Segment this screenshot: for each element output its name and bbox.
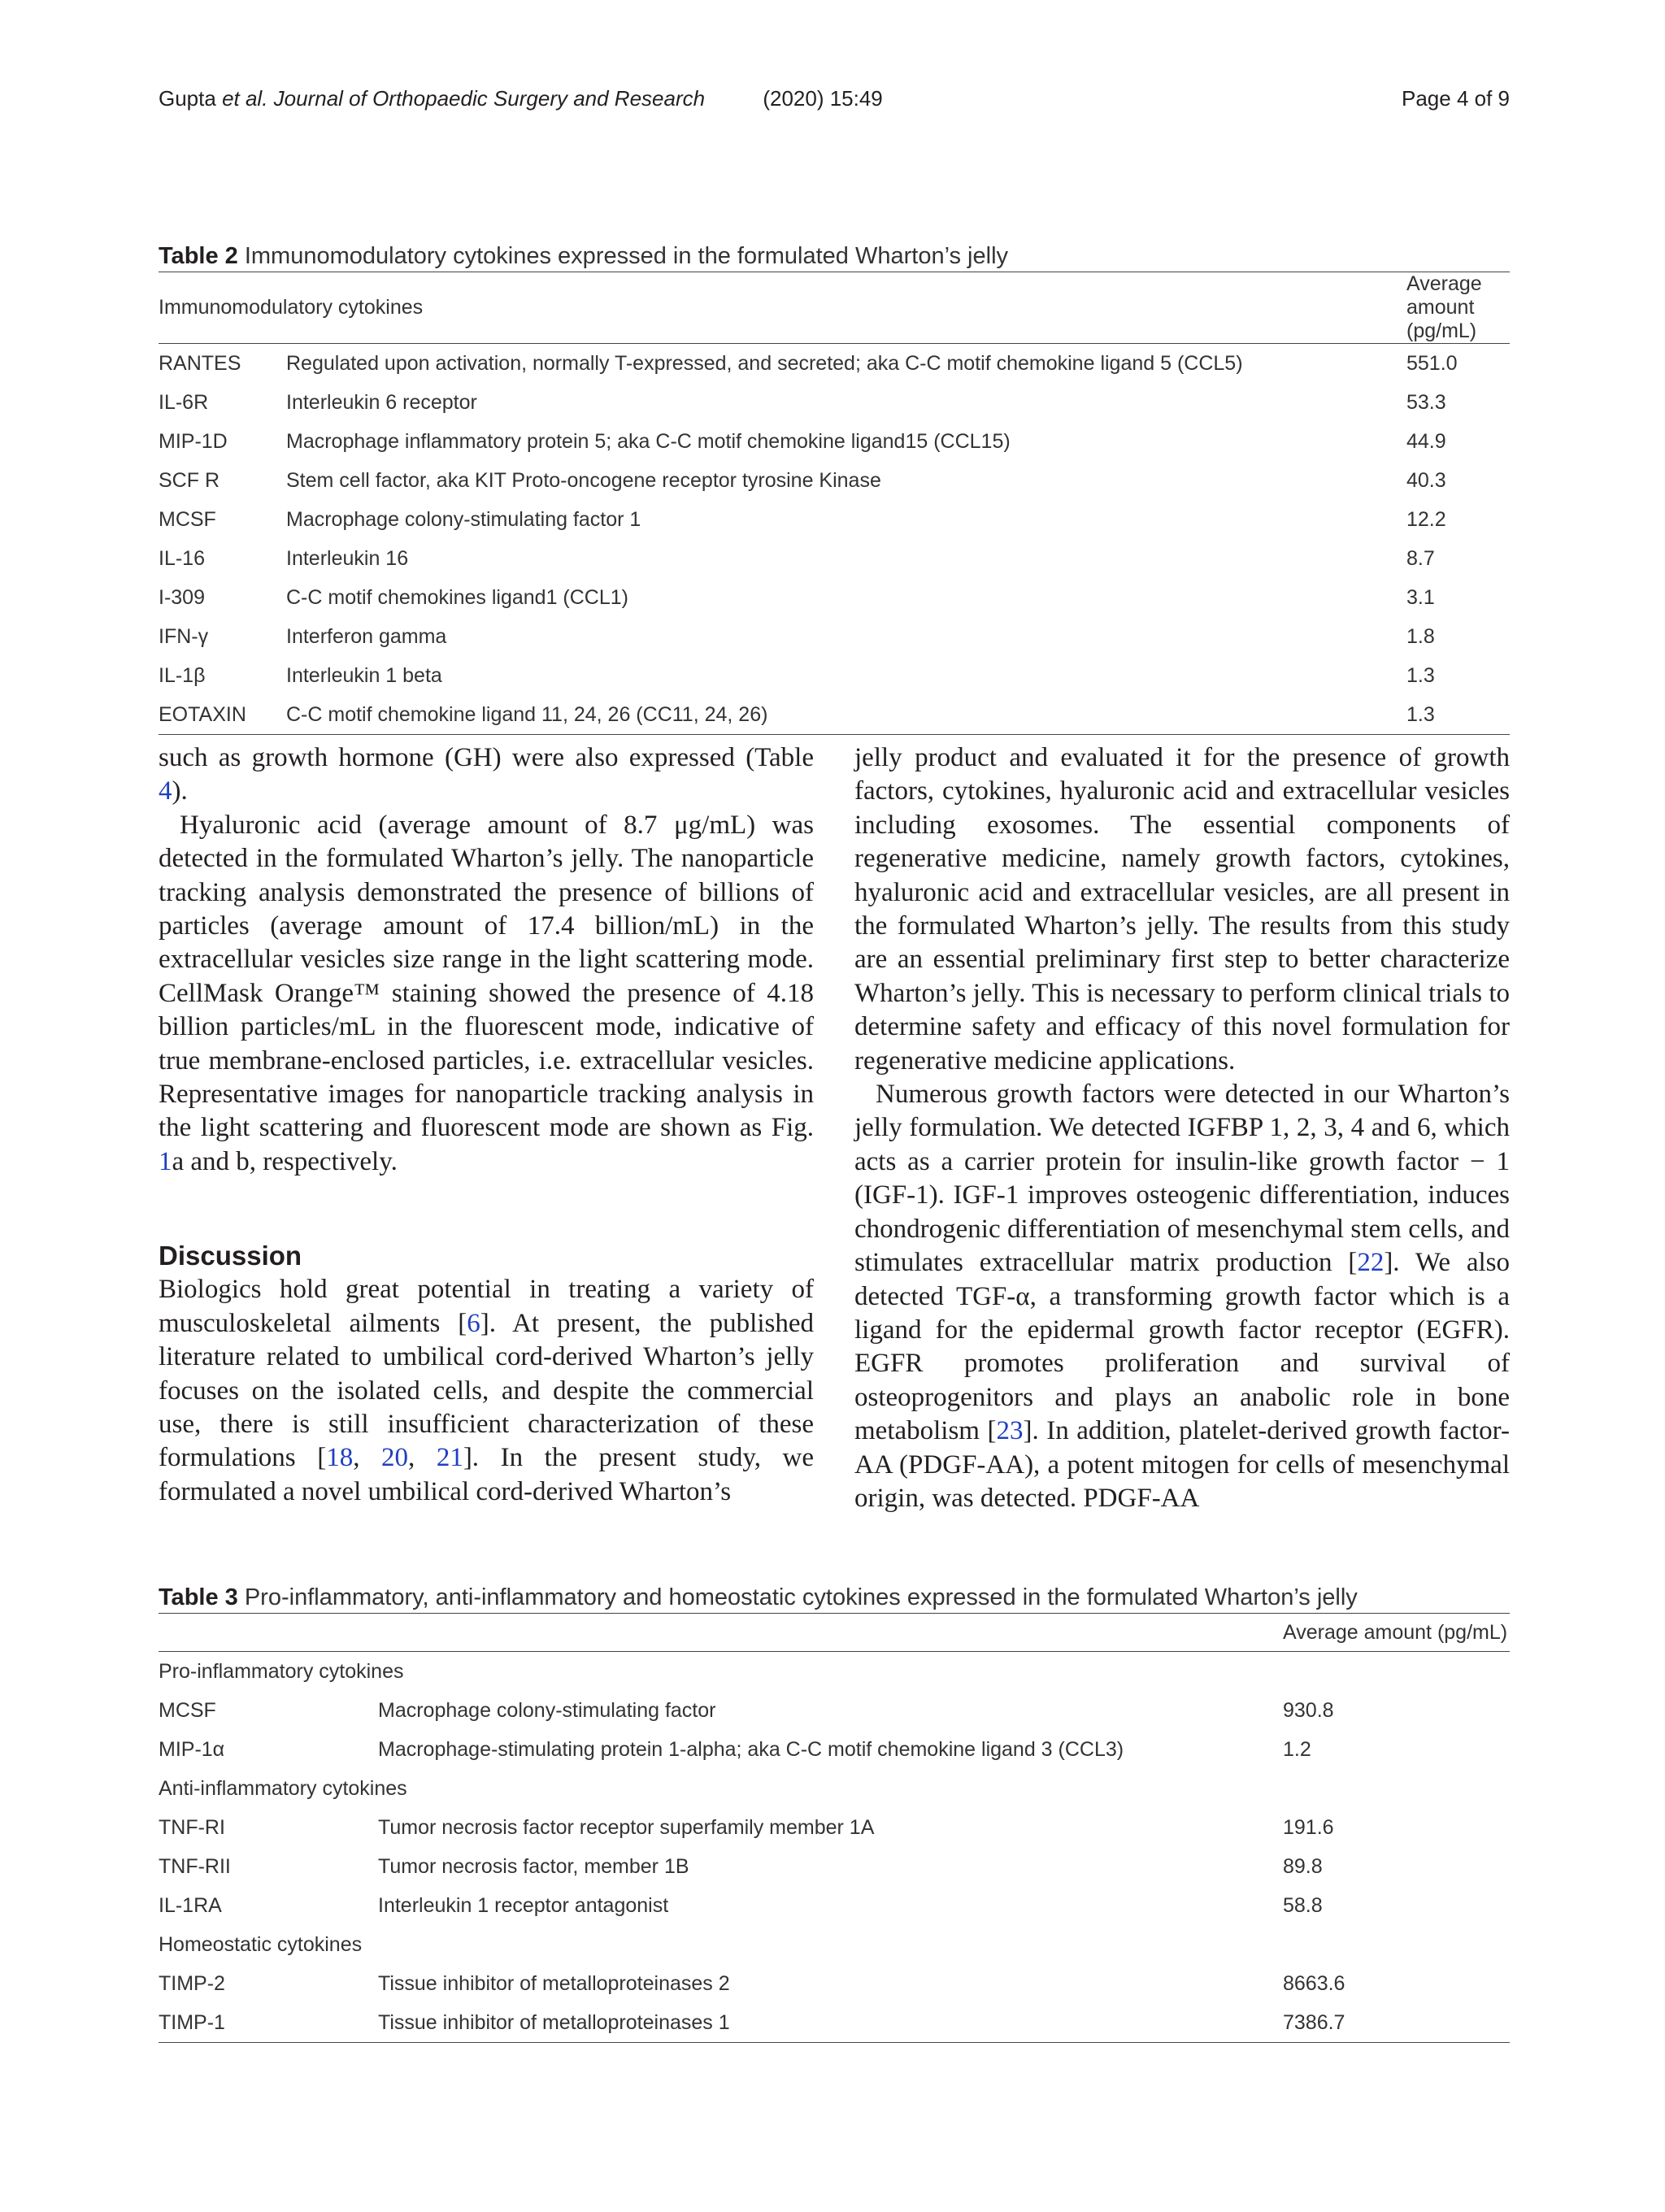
cell-name: Tissue inhibitor of metalloproteinases 2	[378, 1971, 730, 1995]
table-3-header-row	[159, 1614, 1510, 1652]
paragraph: jelly product and evaluated it for the presence of growth factors, cytokines, hyaluronic acid and extracellular vesicles including exosomes. The essential components of regenerative medicine, namely growth factors, cytokines, hyaluronic acid and extracellular vesicles, are all present in the formulated Wharton’s jelly. The results from this study are an essential preliminary first step to better characterize Wharton’s jelly. This is necessary to perform clinical trials to determine safety and efficacy of this novel formulation for regenerative medicine applications.	[854, 743, 1510, 1076]
cell-abbr: I-309	[159, 585, 205, 609]
cell-abbr: IL-16	[159, 546, 205, 570]
cell-name: C-C motif chemokines ligand1 (CCL1)	[286, 585, 628, 609]
text-run: Numerous growth factors were detected in our Wharton’s jelly formulation. We detected IGFBP 1, 2, 3, 4 and 6, which acts as a carrier protein for insulin-like growth factor − 1 (IGF-1). IGF-1 improves osteogenic differentiation, induces chondrogenic differentiation of mesenchymal stem cells, and stimulates extracellular matrix production [	[854, 1080, 1510, 1278]
cell-abbr: TIMP-2	[159, 1971, 225, 1995]
table-3-header-amount: Average amount (pg/mL)	[1283, 1614, 1510, 1652]
cell-name: Regulated upon activation, normally T-expressed, and secreted; aka C-C motif chemokine ligand 5 (CCL5)	[286, 351, 1243, 375]
table-2-caption-text: Immunomodulatory cytokines expressed in the formulated Wharton’s jelly	[244, 243, 1009, 269]
section-heading-discussion: Discussion	[159, 1241, 302, 1271]
cell-abbr: MIP-1α	[159, 1737, 225, 1761]
cell-value: 58.8	[1283, 1893, 1323, 1917]
citation-link[interactable]: 22	[1357, 1248, 1385, 1278]
cell-value: 1.3	[1406, 695, 1510, 735]
table-row	[159, 422, 1510, 461]
table-row	[159, 2003, 1510, 2043]
group-label: Pro-inflammatory cytokines	[159, 1659, 404, 1683]
paragraph	[854, 1078, 1510, 1515]
cell-value: 1.8	[1406, 624, 1435, 648]
table-row	[159, 539, 1510, 578]
cell-value: 12.2	[1406, 507, 1446, 531]
text-run: ,	[353, 1443, 381, 1473]
cell-abbr: EOTAXIN	[159, 695, 286, 735]
cell-name: Interleukin 6 receptor	[286, 390, 477, 414]
cell-abbr: TNF-RII	[159, 1854, 231, 1878]
cell-abbr: RANTES	[159, 351, 241, 375]
table-2-caption	[159, 241, 1510, 272]
cell-abbr: MCSF	[159, 507, 216, 531]
cell-value: 7386.7	[1283, 2003, 1510, 2043]
citation-link[interactable]: 18	[326, 1443, 354, 1473]
cell-abbr: IL-1β	[159, 663, 206, 687]
table-row	[159, 383, 1510, 422]
text-run: ]. In the present study, we formulated a novel umbilical cord-derived Wharton’s	[159, 1443, 815, 1506]
cell-name: Tumor necrosis factor, member 1B	[378, 1854, 689, 1878]
cell-value: 551.0	[1406, 351, 1458, 375]
cell-name: Interleukin 1 beta	[286, 663, 442, 687]
text-run: a and b, respectively.	[172, 1146, 398, 1176]
cell-value: 53.3	[1406, 390, 1446, 414]
table-3-header-empty	[159, 1614, 1283, 1652]
table-row	[159, 500, 1510, 539]
group-row	[159, 1652, 1510, 1692]
group-row	[159, 1769, 1510, 1808]
authors: Gupta	[159, 86, 216, 111]
table-2-header-row	[159, 272, 1510, 344]
table-row	[159, 1886, 1510, 1925]
paragraph	[159, 809, 814, 1179]
cell-value: 89.8	[1283, 1854, 1323, 1878]
page-number: Page 4 of 9	[1402, 86, 1510, 111]
table-row	[159, 1730, 1510, 1769]
text-run: ).	[172, 776, 188, 806]
cell-name: Interleukin 1 receptor antagonist	[378, 1893, 669, 1917]
table-row	[159, 578, 1510, 617]
cell-name: Macrophage colony-stimulating factor	[378, 1698, 716, 1722]
cell-value: 1.3	[1406, 663, 1435, 687]
cell-value: 44.9	[1406, 429, 1446, 453]
cell-abbr: IL-6R	[159, 390, 209, 414]
cell-name: Macrophage colony-stimulating factor 1	[286, 507, 641, 531]
cell-name: Interferon gamma	[286, 624, 447, 648]
cell-name: Macrophage-stimulating protein 1-alpha; aka C-C motif chemokine ligand 3 (CCL3)	[378, 1737, 1124, 1761]
running-header	[159, 86, 1510, 119]
text-run: such as growth hormone (GH) were also expressed (Table	[159, 743, 814, 772]
cell-value: 1.2	[1283, 1737, 1311, 1761]
cell-abbr: MCSF	[159, 1698, 216, 1722]
table-2	[159, 241, 1510, 735]
journal-name: Journal of Orthopaedic Surgery and Research	[273, 86, 706, 111]
table-2-grid	[159, 272, 1510, 735]
etal: et al.	[222, 86, 268, 111]
cell-value: 40.3	[1406, 468, 1446, 492]
paragraph	[159, 741, 814, 809]
group-label: Anti-inflammatory cytokines	[159, 1776, 407, 1800]
cell-abbr: SCF R	[159, 468, 220, 492]
figure-link[interactable]: 1	[159, 1146, 172, 1176]
group-label: Homeostatic cytokines	[159, 1932, 363, 1956]
table-3	[159, 1582, 1510, 2043]
table-row	[159, 1808, 1510, 1847]
right-column	[854, 741, 1510, 1515]
cell-abbr: TNF-RI	[159, 1815, 225, 1839]
table-link[interactable]: 4	[159, 776, 172, 806]
cell-name: Macrophage inflammatory protein 5; aka C-C motif chemokine ligand15 (CCL15)	[286, 429, 1011, 453]
cell-name: Tumor necrosis factor receptor superfamily member 1A	[378, 1815, 875, 1839]
cell-value: 930.8	[1283, 1698, 1334, 1722]
paragraph	[159, 1273, 814, 1509]
cell-value: 191.6	[1283, 1815, 1334, 1839]
cell-name: C-C motif chemokine ligand 11, 24, 26 (CC11, 24, 26)	[286, 695, 1406, 735]
cell-abbr: IFN-γ	[159, 624, 209, 648]
citation-link[interactable]: 20	[381, 1443, 408, 1473]
citation-link[interactable]: 6	[467, 1308, 480, 1338]
cell-value: 8.7	[1406, 546, 1435, 570]
table-3-caption	[159, 1582, 1510, 1613]
text-run: Hyaluronic acid (average amount of 8.7 μg/mL) was detected in the formulated Wharton’s jelly. The nanoparticle tracking analysis demonstrated the presence of billions of particles (average amount of 17.4 billion/mL) in the extracellular vesicles size range in the light scattering mode. CellMask Orange™ staining showed the presence of 4.18 billion particles/mL in the fluorescent mode, indicative of true membrane-enclosed particles, i.e. extracellular vesicles. Representative images for nanoparticle tracking analysis in the light scattering and fluorescent mode are shown as Fig.	[159, 810, 814, 1143]
cell-abbr: TIMP-1	[159, 2003, 378, 2043]
text-run: ]. We also detected TGF-α, a transforming growth factor which is a ligand for the epidermal growth factor receptor (EGFR). EGFR promotes proliferation and survival of osteoprogenitors and plays an anabolic role in bone metabolism [	[854, 1248, 1511, 1446]
citation-link[interactable]: 23	[996, 1416, 1024, 1446]
table-row	[159, 656, 1510, 695]
cell-name: Stem cell factor, aka KIT Proto-oncogene receptor tyrosine Kinase	[286, 468, 881, 492]
cell-abbr: MIP-1D	[159, 429, 228, 453]
text-run: Biologics hold great potential in treating a variety of musculoskeletal ailments [	[159, 1275, 814, 1338]
table-row	[159, 1847, 1510, 1886]
table-3-caption-text: Pro-inflammatory, anti-inflammatory and homeostatic cytokines expressed in the formulated Wharton’s jelly	[244, 1584, 1358, 1610]
table-row	[159, 344, 1510, 384]
table-row	[159, 695, 1510, 735]
table-row	[159, 617, 1510, 656]
citation-link[interactable]: 21	[436, 1443, 463, 1473]
year-volume: (2020) 15:49	[763, 86, 883, 111]
citation	[159, 86, 883, 111]
text-run: ,	[408, 1443, 437, 1473]
cell-value: 3.1	[1406, 585, 1435, 609]
cell-abbr: IL-1RA	[159, 1893, 222, 1917]
table-2-label: Table 2	[159, 243, 238, 269]
cell-value: 8663.6	[1283, 1971, 1345, 1995]
text-run: ]. At present, the published literature related to umbilical cord-derived Wharton’s jelly focuses on the isolated cells, and despite the commercial use, there is still insufficient characterization of these formulations [	[159, 1308, 814, 1473]
group-row	[159, 1925, 1510, 1964]
table-row	[159, 461, 1510, 500]
cell-name: Tissue inhibitor of metalloproteinases 1	[378, 2003, 1283, 2043]
cell-name: Interleukin 16	[286, 546, 409, 570]
left-column	[159, 741, 814, 1509]
text-run: ]. In addition, platelet-derived growth factor-AA (PDGF-AA), a potent mitogen for cells of mesenchymal origin, was detected. PDGF-AA	[854, 1416, 1510, 1513]
table-3-label: Table 3	[159, 1584, 238, 1610]
table-row	[159, 1964, 1510, 2003]
table-2-header-amount: Average amount (pg/mL)	[1406, 272, 1510, 344]
table-row	[159, 1691, 1510, 1730]
table-2-header-cytokines: Immunomodulatory cytokines	[159, 272, 1406, 344]
table-3-grid	[159, 1613, 1510, 2043]
